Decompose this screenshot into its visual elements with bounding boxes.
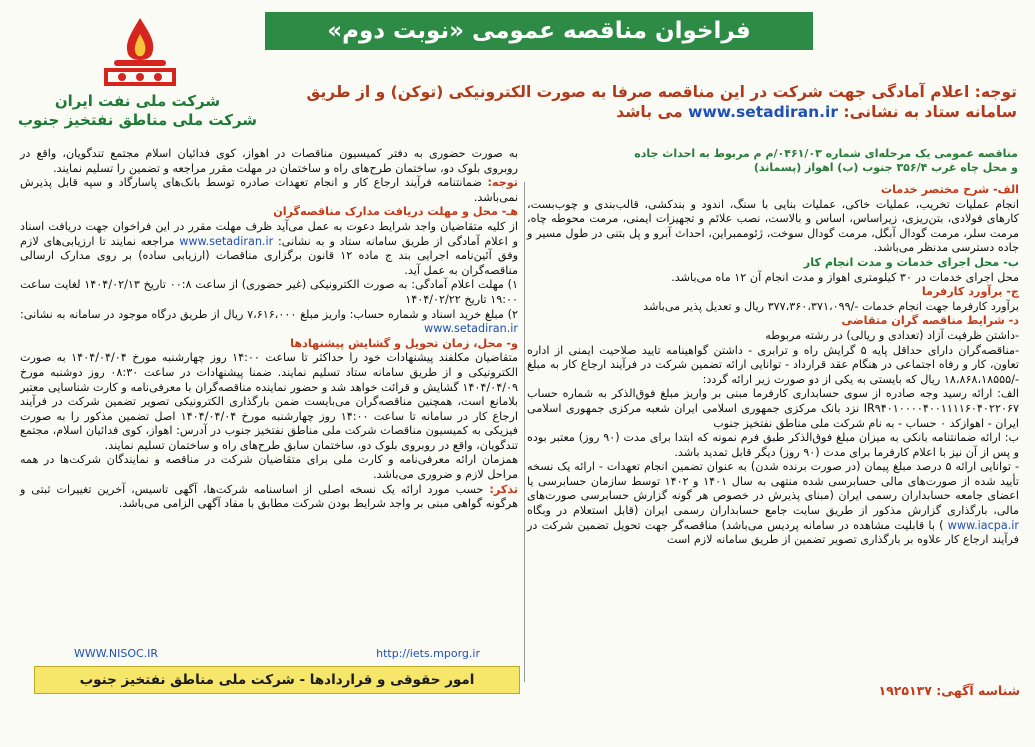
section-d-item3-end: ) با قابلیت مشاهده در سامانه پردیس می‌باشد) مناقصه‌گر جهت تحویل تضمین شرکت در فرآیند ارجاع کار علاوه بر بارگذاری تصویر تضمین از طریق سامانه لازم است — [527, 518, 1019, 547]
reminder-note — [20, 483, 518, 512]
reminder-text: حسب مورد ارائه یک نسخه اصلی از اساسنامه شرکت‌ها، آگهی تاسیس، آخرین تغییرات ثبتی و هرگونه گواهی مبنی بر واجد شرایط بودن شرکت مطابق با مفاد آگهی الزامی می‌باشد. — [20, 482, 518, 511]
attention-label: توجه: — [487, 176, 518, 190]
tender-line1: مناقصه عمومی یک مرحله‌ای شماره ۰۴۶۱/۰۳/م م مربوط به احداث جاده — [634, 147, 1018, 160]
setad-url-link-2[interactable]: www.setadiran.ir — [179, 234, 274, 248]
section-d-item1: -داشتن ظرفیت آزاد (تعدادی و ریالی) در رشته مربوطه — [765, 328, 1019, 342]
banner-title: فراخوان مناقصه عمومی «نوبت دوم» — [265, 12, 813, 50]
section-e-item2-text: ۲) مبلغ خرید اسناد و شماره حساب: واریز مبلغ ۷،۶۱۶،۰۰۰ ریال از طریق درگاه موجود در سامانه به نشانی: — [20, 307, 518, 321]
tender-subtitle — [540, 147, 1018, 175]
notice-line2 — [285, 102, 1017, 122]
section-f-text: متقاضیان مکلفند پیشنهادات خود را حداکثر تا ساعت ۱۴:۰۰ روز چهارشنبه مورخ ۱۴۰۴/۰۴/۰۴ به صورت الکترونیکی و از طریق سامانه ستاد تسلیم نمایند. ضمنا پیشنهادات در ساعت ۰۸:۳۰ روز دوشنبه مورخ ۱۴۰۴/۰۴/۰۹ گشایش و قرائت خواهد شد و حضور نماینده مناقصه‌گران با معرفی‌نامه و کارت شناسایی معتبر بلامانع است، همچنین مناقصه‌گران می‌بایست ضمن بارگذاری الکترونیکی تصویر تضمین شرکت در فرآیند ارجاع کار در سامانه تا ساعت ۱۴:۰۰ روز چهارشنبه مورخ ۱۴۰۴/۰۴/۰۴ اصل تضمین مذکور را به صورت فیزیکی به کمیسیون مناقصات شرکت ملی مناطق نفتخیز جنوب در آدرس: اهواز، کوی فدائیان اسلام، مجتمع تندگویان، واقع در روبروی بلوک دو، ساختمان سابق طرح‌های راه و ساختمان تسلیم نمایند. — [20, 351, 519, 452]
column-divider — [524, 182, 525, 682]
ad-id-number: ۱۹۲۵۱۳۷ — [878, 683, 932, 698]
notice-line1: توجه: اعلام آمادگی جهت شرکت در این مناقصه صرفا به صورت الکترونیکی (توکن) و از طریق — [306, 83, 1017, 101]
section-b-heading: ب- محل اجرای خدمات و مدت انجام کار — [803, 255, 1019, 269]
section-f-text2: همزمان ارائه معرفی‌نامه و کارت ملی برای متقاضیان شرکت در مناقصه و نمایندگان شرکت‌ها در همه مراحل لازم و ضروری می‌باشد. — [20, 453, 518, 482]
tender-line2: و محل چاه غرب ۳۵۶/۴ جنوب (ب) اهواز (پسماند) — [753, 161, 1018, 174]
iacpa-url-link[interactable]: www.iacpa.ir — [947, 518, 1019, 532]
section-e-text1: از کلیه متقاضیان واجد شرایط دعوت به عمل می‌آید ظرف مهلت مقرر در این فراخوان جهت دریافت اسناد و اعلام آمادگی از طریق سامانه ستاد و به نشانی: — [20, 219, 518, 248]
section-e-heading: هـ- محل و مهلت دریافت مدارک مناقصه‌گران — [273, 205, 518, 219]
notice-suffix: می باشد — [616, 103, 683, 121]
company-name — [10, 92, 265, 130]
nioc-logo-icon — [92, 14, 188, 90]
setad-url-link-3[interactable]: www.setadiran.ir — [424, 322, 518, 336]
notice-prefix: سامانه ستاد به نشانی: — [843, 103, 1017, 121]
section-c-heading: ج- برآورد کارفرما — [921, 285, 1019, 299]
ad-identifier — [780, 683, 1020, 698]
attention-text: ضمانتنامه فرآیند ارجاع کار و انجام تعهدات صادره توسط بانک‌های پاسارگاد و سپه قابل پذیرش نمی‌باشد. — [20, 176, 518, 204]
section-a-text: انجام عملیات تخریب، عملیات خاکی، عملیات بنایی با سنگ، اندود و بندکشی، قالب‌بندی و چوب‌بست، کارهای فولادی، بتن‌ریزی، زیراساس، اساس و بالاست، نصب علائم و تجهیزات ایمنی، مرمت محوطه چاه، مرمت سلر، مرمت گودال آبگل، مرمت گودال سوخت، ژئوممبراین، احداث آبرو و پل بتنی در طول مسیر و جاده دسترسی مدنظر می‌باشد. — [527, 197, 1019, 255]
section-d-item3-text: - توانایی ارائه ۵ درصد مبلغ پیمان (در صورت برنده شدن) به عنوان تضمین انجام تعهدات - ارائه یک نسخه تأیید شده از صورت‌های مالی حسابرسی شده منتهی به سال ۱۴۰۱ و ۱۴۰۲ توسط سازمان حسابرسی یا اعضای جامعه حسابداران رسمی ایران (مبنای پذیرش در خصوص هر گونه گزارش حسابرسی صورت‌های مالی، بارگذاری گزارش مذکور از طریق سایت جامع حسابداران رسمی ایران (قابل استعلام در وبگاه — [527, 460, 1020, 518]
section-d-alef: الف: ارائه رسید وجه صادره از سوی حسابداری کارفرما مبنی بر واریز مبلغ فوق‌الذکر به شماره حساب IR۹۴۰۱۰۰۰۰۴۰۰۱۱۱۱۶۰۴۰۲۲۰۶۷ نزد بانک مرکزی جمهوری اسلامی ایران شعبه مرکزی جمهوری اسلامی ایران - اهوازکد ۰ حساب - به نام شرکت ملی مناطق نفتخیز جنوب — [527, 387, 1019, 430]
guarantee-delivery-text: به صورت حضوری به دفتر کمیسیون مناقصات در اهواز، کوی فدائیان اسلام مجتمع تندگویان، واقع در روبروی بلوک دو، ساختمان طرح‌های راه و ساختمان در مهلت مقرر مراجعه و تضمین را تسلیم نمایند. — [20, 147, 518, 175]
section-d-item2: -مناقصه‌گران دارای حداقل پایه ۵ گرایش راه و ترابری - داشتن گواهینامه تایید صلاحیت ایمنی از اداره تعاون، کار و رفاه اجتماعی در هنگام عقد قرارداد - توانایی ارائه تضمین شرکت در فرآیند ارجاع کار به مبلغ -/۱۸،۸۶۸،۱۸۵۵۵ ریال که بایستی به یکی از دو صورت زیر ارائه گردد: — [527, 343, 1019, 386]
section-c-text: برآورد کارفرما جهت انجام خدمات -/۳۷۷،۳۶۰،۳۷۱،۰۹۹ ریال و تعدیل پذیر می‌باشد — [643, 299, 1019, 313]
section-e-text — [20, 220, 518, 278]
company-line2: شرکت ملی مناطق نفتخیز جنوب — [17, 111, 258, 129]
legal-dept-box: امور حقوقی و قراردادها - شرکت ملی مناطق نفتخیز جنوب — [34, 666, 520, 694]
iets-site-link[interactable]: http://iets.mporg.ir — [376, 647, 480, 660]
setad-url-link[interactable]: www.setadiran.ir — [688, 103, 839, 121]
left-column — [20, 147, 518, 512]
section-e-item1: ۱) مهلت اعلام آمادگی: به صورت الکترونیکی (غیر حضوری) از ساعت ۰۰:۸ تاریخ ۱۴۰۴/۰۲/۱۳ لغایت ساعت ۱۹:۰۰ تاریخ ۱۴۰۴/۰۲/۲۲ — [20, 278, 518, 306]
company-line1: شرکت ملی نفت ایران — [54, 92, 221, 110]
ad-id-label: شناسه آگهی: — [936, 683, 1020, 698]
section-d-heading: د- شرایط مناقصه گران متقاضی — [841, 314, 1019, 328]
attention-note — [20, 176, 518, 205]
section-f-heading: و- محل، زمان تحویل و گشایش پیشنهادها — [290, 336, 518, 350]
electronic-notice — [285, 82, 1017, 122]
websites-row — [34, 647, 520, 660]
nisoc-site-link[interactable]: WWW.NISOC.IR — [74, 647, 159, 660]
section-b-text: محل اجرای خدمات در ۳۰ کیلومتری اهواز و مدت انجام آن ۱۲ ماه می‌باشد. — [671, 270, 1019, 284]
section-e-text2: مراجعه نمایند تا ارزیابی‌های لازم وفق آئین‌نامه اجرایی بند ج ماده ۱۲ قانون برگزاری مناقصات (ارزیابی ساده) بر روی مدارک ارسالی مناقصه‌گران به عمل آید. — [20, 234, 518, 277]
right-column — [527, 183, 1019, 548]
section-a-heading: الف- شرح مختصر خدمات — [880, 183, 1019, 196]
section-d-be: ب: ارائه ضمانتنامه بانکی به میزان مبلغ فوق‌الذکر طبق فرم نمونه که ابتدا برای مدت (۹۰ روز) معتبر بوده و پس از آن نیز با اعلام کارفرما برای مدت (۹۰ روز) دیگر قابل تمدید باشد. — [527, 431, 1020, 459]
section-d-item3 — [527, 460, 1019, 548]
reminder-label: تذکر: — [489, 482, 518, 496]
footer-left — [34, 647, 520, 694]
section-e-item2 — [20, 308, 518, 337]
